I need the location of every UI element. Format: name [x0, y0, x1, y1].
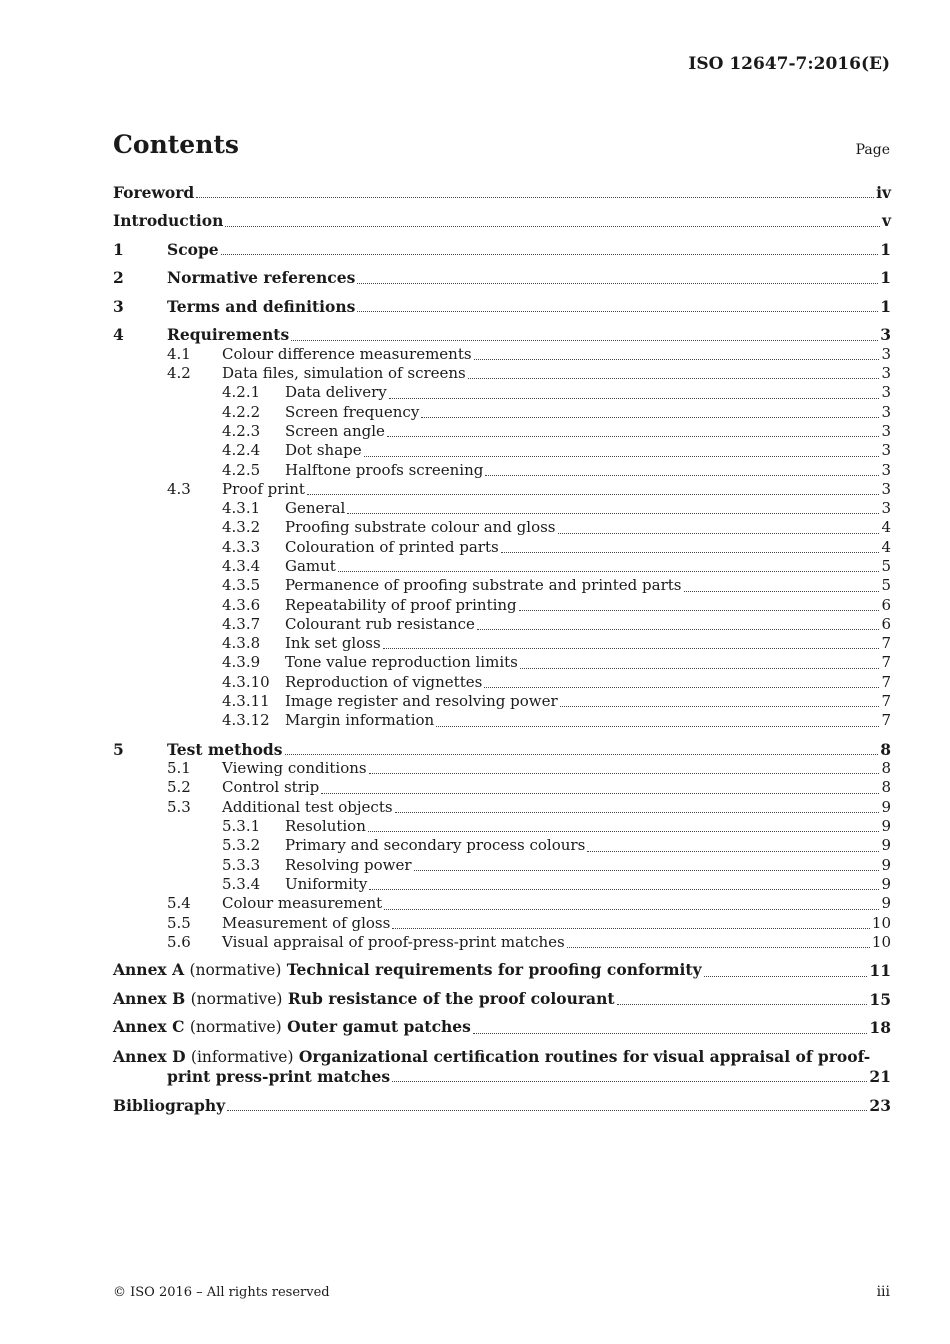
- toc-entry-5-3-4[interactable]: [113, 875, 891, 894]
- toc-entry-4-2-3[interactable]: [113, 422, 891, 441]
- dot-leader: [520, 668, 880, 669]
- toc-entry-page: 5: [881, 556, 891, 575]
- toc-entry-title: Primary and secondary process colours: [285, 836, 586, 855]
- toc-entry-title: [113, 1047, 891, 1067]
- toc-entry-page: 9: [881, 855, 891, 874]
- toc-entry-annex-d[interactable]: [113, 1047, 891, 1087]
- toc-entry-title: Colour measurement: [222, 894, 383, 913]
- toc-entry-5-2[interactable]: [113, 778, 891, 797]
- toc-entry-title: Halftone proofs screening: [285, 460, 484, 479]
- toc-entry-number: 5.1: [167, 759, 191, 778]
- toc-entry-page: 3: [881, 364, 891, 383]
- toc-entry-number: 4.2.1: [222, 383, 261, 402]
- toc-entry-number: 5.3.3: [222, 855, 261, 874]
- toc-entry-number: 4.3.4: [222, 556, 261, 575]
- toc-entry-title: Tone value reproduction limits: [285, 653, 518, 672]
- toc-entry-title: Gamut: [285, 556, 336, 575]
- toc-entry-annex-b[interactable]: [113, 990, 891, 1009]
- toc-entry-page: 8: [881, 778, 891, 797]
- toc-entry-number: 5.2: [167, 778, 191, 797]
- toc-entry-page: 11: [869, 961, 891, 981]
- toc-entry-title: [113, 989, 615, 1009]
- dot-leader: [414, 870, 880, 871]
- toc-entry-title: Data files, simulation of screens: [222, 364, 466, 383]
- toc-entry-5[interactable]: [113, 740, 891, 759]
- toc-entry-title: Screen angle: [285, 421, 385, 440]
- dot-leader: [395, 812, 880, 813]
- toc-entry-title: Normative references: [167, 268, 356, 288]
- dot-leader: [357, 311, 878, 312]
- toc-entry-4-3-7[interactable]: [113, 615, 891, 634]
- toc-entry-title: [113, 960, 702, 980]
- dot-leader: [196, 197, 874, 198]
- document-id: ISO 12647-7:2016(E): [688, 54, 890, 74]
- toc-entry-page: 8: [881, 759, 891, 778]
- toc-entry-page: 7: [881, 634, 891, 653]
- annex-title: Outer gamut patches: [287, 1017, 471, 1037]
- dot-leader: [392, 928, 870, 929]
- toc-entry-page: 3: [881, 499, 891, 518]
- toc-entry-page: 5: [881, 576, 891, 595]
- toc-entry-title: Measurement of gloss: [222, 913, 391, 932]
- toc-entry-page: 3: [881, 344, 891, 363]
- annex-title: Rub resistance of the proof colourant: [287, 988, 615, 1008]
- toc-entry-4-3-1[interactable]: [113, 499, 891, 518]
- toc-entry-number: 4.2.3: [222, 421, 261, 440]
- toc-entry-4[interactable]: [113, 325, 891, 344]
- toc-entry-page: 21: [869, 1067, 891, 1087]
- toc-entry-5-4[interactable]: [113, 894, 891, 913]
- toc-entry-number: 4.2: [167, 364, 191, 383]
- dot-leader: [392, 1081, 867, 1082]
- dot-leader: [501, 552, 880, 553]
- toc-entry-number: 5.4: [167, 894, 191, 913]
- annex-label: Annex C: [113, 1017, 185, 1037]
- annex-type: (normative): [189, 961, 282, 980]
- dot-leader: [519, 610, 880, 611]
- toc-entry-4-3-2[interactable]: [113, 518, 891, 537]
- dot-leader: [484, 687, 879, 688]
- toc-entry-page: v: [881, 211, 891, 231]
- toc-entry-page: 6: [881, 614, 891, 633]
- toc-entry-title: Proof print: [222, 479, 305, 498]
- toc-entry-4-3-11[interactable]: [113, 692, 891, 711]
- toc-entry-4-2-2[interactable]: [113, 403, 891, 422]
- toc-entry-page: 9: [881, 836, 891, 855]
- toc-entry-annex-c[interactable]: [113, 1018, 891, 1037]
- toc-entry-5-3-1[interactable]: [113, 817, 891, 836]
- toc-entry-page: 23: [869, 1095, 891, 1115]
- toc-entry-5-5[interactable]: [113, 914, 891, 933]
- toc-entry-4-3-8[interactable]: [113, 634, 891, 653]
- toc-entry-4-3-3[interactable]: [113, 538, 891, 557]
- toc-entry-number: 4.3.10: [222, 672, 270, 691]
- toc-entry-4-3-10[interactable]: [113, 673, 891, 692]
- toc-entry-2[interactable]: [113, 268, 891, 287]
- dot-leader: [387, 436, 880, 437]
- toc-entry-title: Uniformity: [285, 874, 368, 893]
- toc-entry-page: 4: [881, 537, 891, 556]
- toc-entry-page: 18: [869, 1018, 891, 1038]
- annex-type: (informative): [190, 1047, 294, 1066]
- dot-leader: [369, 773, 880, 774]
- toc-entry-title: Proofing substrate colour and gloss: [285, 518, 556, 537]
- toc-entry-title: [113, 1017, 471, 1037]
- toc-entry-introduction[interactable]: [113, 211, 891, 230]
- toc-entry-page: 7: [881, 672, 891, 691]
- toc-entry-title: Resolving power: [285, 855, 412, 874]
- toc-entry-page: 9: [881, 894, 891, 913]
- toc-entry-page: 10: [871, 932, 891, 951]
- dot-leader: [338, 571, 880, 572]
- dot-leader: [485, 475, 879, 476]
- toc-entry-number: 4.3.3: [222, 537, 261, 556]
- toc-entry-number: 4.1: [167, 344, 191, 363]
- toc-entry-title: Reproduction of vignettes: [285, 672, 483, 691]
- toc-entry-number: 4.2.2: [222, 402, 261, 421]
- toc-entry-title: Screen frequency: [285, 402, 420, 421]
- toc-entry-page: 3: [881, 383, 891, 402]
- dot-leader: [704, 976, 868, 977]
- page-column-label: Page: [855, 142, 890, 158]
- table-of-contents: [113, 183, 891, 1115]
- toc-entry-page: 9: [881, 817, 891, 836]
- dot-leader: [474, 359, 880, 360]
- annex-title-continuation: [113, 1067, 891, 1086]
- toc-entry-page: 3: [881, 479, 891, 498]
- annex-label: Annex D: [113, 1046, 186, 1066]
- toc-entry-4-2-1[interactable]: [113, 383, 891, 402]
- toc-entry-title: Colourant rub resistance: [285, 614, 475, 633]
- toc-entry-number: 5.5: [167, 913, 191, 932]
- toc-entry-page: 6: [881, 595, 891, 614]
- dot-leader: [383, 648, 880, 649]
- toc-entry-page: 15: [869, 989, 891, 1009]
- dot-leader: [567, 947, 870, 948]
- toc-entry-title: Visual appraisal of proof-press-print matches: [222, 932, 565, 951]
- toc-entry-title: Control strip: [222, 778, 320, 797]
- toc-entry-3[interactable]: [113, 297, 891, 316]
- toc-entry-page: 9: [881, 797, 891, 816]
- dot-leader: [357, 283, 878, 284]
- dot-leader: [321, 793, 879, 794]
- toc-entry-title: Bibliography: [113, 1095, 226, 1115]
- toc-entry-5-6[interactable]: [113, 933, 891, 952]
- annex-label: Annex A: [113, 960, 185, 980]
- toc-entry-4-3-6[interactable]: [113, 596, 891, 615]
- annex-title-line1: Organizational certification routines for visual appraisal of proof-: [298, 1046, 871, 1066]
- toc-entry-page: 3: [881, 460, 891, 479]
- toc-entry-number: 4.3.7: [222, 614, 261, 633]
- annex-title: Technical requirements for proofing conformity: [286, 960, 702, 980]
- toc-entry-page: 1: [880, 296, 891, 316]
- annex-title-line2: print press-print matches: [167, 1067, 391, 1087]
- toc-entry-number: 4.3.12: [222, 711, 270, 730]
- toc-entry-number: 3: [113, 296, 124, 316]
- toc-entry-title: Resolution: [285, 817, 366, 836]
- toc-entry-title: Introduction: [113, 211, 224, 231]
- toc-entry-foreword[interactable]: [113, 183, 891, 202]
- dot-leader: [347, 513, 879, 514]
- toc-entry-number: 5.3.4: [222, 874, 261, 893]
- toc-entry-title: Test methods: [167, 739, 283, 759]
- toc-entry-title: Data delivery: [285, 383, 387, 402]
- copyright-notice: © ISO 2016 – All rights reserved: [113, 1285, 330, 1300]
- toc-entry-4-2-4[interactable]: [113, 441, 891, 460]
- toc-entry-page: 7: [881, 711, 891, 730]
- toc-entry-number: 2: [113, 268, 124, 288]
- toc-entry-title: Scope: [167, 239, 219, 259]
- toc-entry-number: 4: [113, 325, 124, 345]
- toc-entry-number: 4.3.8: [222, 634, 261, 653]
- toc-entry-title: Repeatability of proof printing: [285, 595, 517, 614]
- toc-entry-title: Viewing conditions: [222, 759, 367, 778]
- dot-leader: [225, 226, 880, 227]
- toc-entry-4-2[interactable]: [113, 364, 891, 383]
- toc-entry-5-3[interactable]: [113, 798, 891, 817]
- dot-leader: [364, 456, 880, 457]
- dot-leader: [384, 909, 879, 910]
- toc-entry-number: 4.2.4: [222, 441, 261, 460]
- toc-entry-title: Requirements: [167, 325, 290, 345]
- toc-entry-number: 5.3: [167, 797, 191, 816]
- toc-entry-5-3-3[interactable]: [113, 856, 891, 875]
- dot-leader: [389, 398, 880, 399]
- dot-leader: [291, 340, 878, 341]
- toc-entry-title: Image register and resolving power: [285, 692, 558, 711]
- toc-entry-page: 3: [880, 325, 891, 345]
- toc-entry-number: 4.3.9: [222, 653, 261, 672]
- dot-leader: [436, 726, 879, 727]
- page-number: iii: [876, 1284, 890, 1300]
- dot-leader: [560, 706, 880, 707]
- toc-entry-page: iv: [876, 183, 891, 202]
- dot-leader: [227, 1110, 867, 1111]
- toc-entry-number: 5.6: [167, 932, 191, 951]
- toc-entry-title: Ink set gloss: [285, 634, 381, 653]
- toc-entry-number: 4.3.6: [222, 595, 261, 614]
- toc-entry-4-3-9[interactable]: [113, 653, 891, 672]
- toc-entry-page: 10: [871, 913, 891, 932]
- dot-leader: [587, 851, 879, 852]
- dot-leader: [221, 254, 879, 255]
- dot-leader: [684, 591, 880, 592]
- toc-entry-4-3-12[interactable]: [113, 711, 891, 730]
- toc-entry-4-2-5[interactable]: [113, 461, 891, 480]
- toc-entry-title: Foreword: [113, 183, 195, 202]
- toc-entry-page: 7: [881, 692, 891, 711]
- toc-entry-bibliography[interactable]: [113, 1096, 891, 1115]
- toc-entry-number: 5: [113, 739, 124, 759]
- toc-entry-5-1[interactable]: [113, 759, 891, 778]
- dot-leader: [421, 417, 879, 418]
- toc-entry-title: General: [285, 499, 346, 518]
- toc-entry-number: 5.3.2: [222, 836, 261, 855]
- toc-entry-page: 9: [881, 874, 891, 893]
- toc-entry-4-1[interactable]: [113, 345, 891, 364]
- toc-entry-title: Terms and definitions: [167, 296, 356, 316]
- toc-entry-number: 4.3.2: [222, 518, 261, 537]
- toc-entry-1[interactable]: [113, 240, 891, 259]
- toc-entry-number: 4.2.5: [222, 460, 261, 479]
- toc-entry-page: 3: [881, 441, 891, 460]
- toc-entry-number: 4.3.1: [222, 499, 261, 518]
- dot-leader: [369, 889, 879, 890]
- toc-entry-page: 8: [880, 739, 891, 759]
- toc-entry-page: 1: [880, 239, 891, 259]
- dot-leader: [473, 1033, 868, 1034]
- annex-type: (normative): [189, 1018, 282, 1037]
- toc-entry-title: Additional test objects: [222, 797, 393, 816]
- dot-leader: [477, 629, 880, 630]
- toc-entry-title: Colour difference measurements: [222, 344, 472, 363]
- dot-leader: [558, 533, 880, 534]
- dot-leader: [285, 754, 879, 755]
- toc-entry-4-3-4[interactable]: [113, 557, 891, 576]
- toc-entry-number: 5.3.1: [222, 817, 261, 836]
- toc-entry-page: 7: [881, 653, 891, 672]
- toc-entry-title: Colouration of printed parts: [285, 537, 499, 556]
- toc-entry-number: 4.3: [167, 479, 191, 498]
- dot-leader: [368, 831, 880, 832]
- page-title: Contents: [113, 130, 240, 159]
- toc-entry-page: 1: [880, 268, 891, 288]
- toc-entry-number: 4.3.5: [222, 576, 261, 595]
- toc-entry-annex-a[interactable]: [113, 961, 891, 980]
- dot-leader: [307, 494, 880, 495]
- toc-entry-5-3-2[interactable]: [113, 836, 891, 855]
- toc-entry-page: 3: [881, 402, 891, 421]
- toc-entry-title: Dot shape: [285, 441, 362, 460]
- toc-entry-number: 4.3.11: [222, 692, 270, 711]
- dot-leader: [617, 1004, 868, 1005]
- toc-entry-4-3-5[interactable]: [113, 576, 891, 595]
- annex-label: Annex B: [113, 988, 186, 1008]
- toc-entry-number: 1: [113, 239, 124, 259]
- annex-type: (normative): [190, 989, 283, 1008]
- toc-entry-page: 4: [881, 518, 891, 537]
- toc-entry-title: Margin information: [285, 711, 435, 730]
- toc-entry-title: Permanence of proofing substrate and printed parts: [285, 576, 682, 595]
- toc-entry-page: 3: [881, 421, 891, 440]
- toc-entry-4-3[interactable]: [113, 480, 891, 499]
- dot-leader: [468, 378, 880, 379]
